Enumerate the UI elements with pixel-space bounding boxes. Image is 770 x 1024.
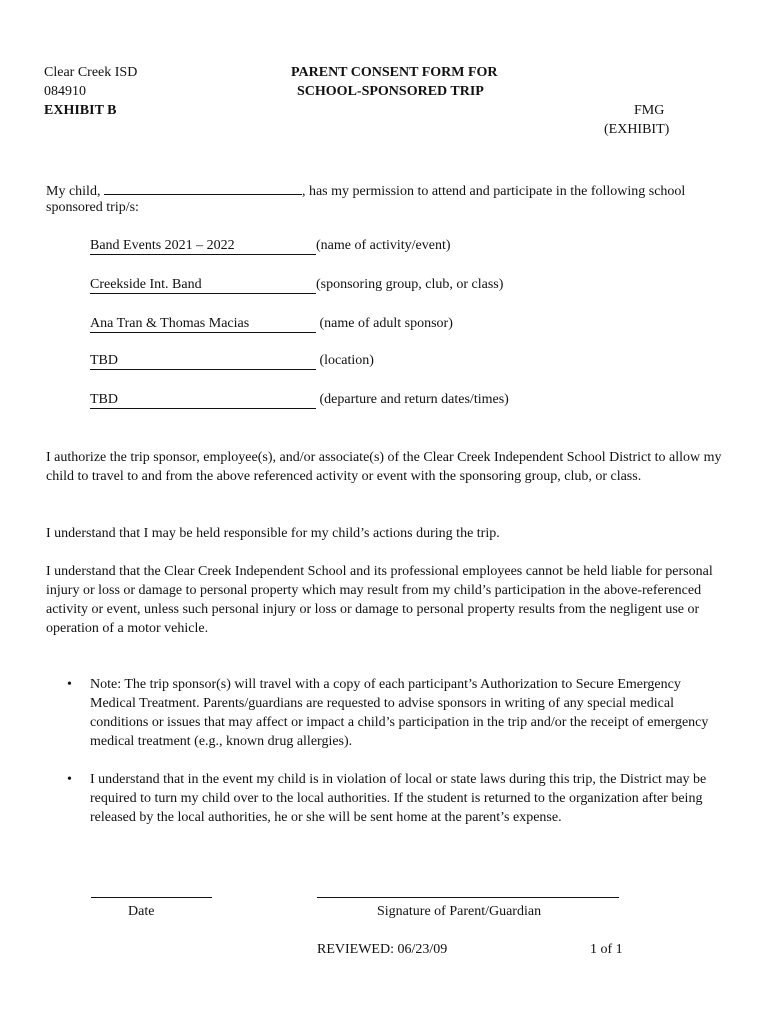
district-code: 084910 — [44, 84, 86, 99]
child-name-field[interactable] — [104, 180, 302, 195]
activity-value[interactable]: Band Events 2021 – 2022 — [90, 238, 316, 255]
intro-prefix: My child, — [46, 184, 101, 199]
field-group — [90, 276, 503, 294]
form-title-line2: SCHOOL-SPONSORED TRIP — [297, 84, 484, 99]
parent-signature-line[interactable] — [317, 897, 619, 898]
bullet-note: Note: The trip sponsor(s) will travel with a copy of each participant’s Authorization to Secure Emergency Medical Treatment. Parents/guardians are requested to advise sponsors in writing of any special medical conditions or issues that may affect or impact a child’s participation in the trip and/or the receipt of emergency medical treatment (e.g., known drug allergies). — [90, 677, 709, 749]
signature-label: Signature of Parent/Guardian — [377, 904, 542, 919]
field-location — [90, 352, 374, 370]
authorize-paragraph: I authorize the trip sponsor, employee(s), and/or associate(s) of the Clear Creek Independent School District to allow my child to travel to and from the above referenced activity or event with the sponsoring group, club, or class. — [46, 450, 722, 484]
exhibit-label: EXHIBIT B — [44, 103, 117, 118]
policy-exhibit: (EXHIBIT) — [604, 122, 670, 137]
sponsor-label: (name of adult sponsor) — [316, 316, 453, 331]
dates-label: (departure and return dates/times) — [316, 392, 509, 407]
responsibility-paragraph: I understand that I may be held responsible for my child’s actions during the trip. — [46, 526, 500, 541]
page-number: 1 of 1 — [590, 942, 623, 957]
activity-label: (name of activity/event) — [316, 238, 451, 253]
location-value[interactable]: TBD — [90, 353, 316, 370]
district-name: Clear Creek ISD — [44, 65, 138, 80]
sponsor-value[interactable]: Ana Tran & Thomas Macias — [90, 316, 316, 333]
group-label: (sponsoring group, club, or class) — [316, 277, 504, 292]
location-label: (location) — [316, 353, 374, 368]
intro-suffix: , has my permission to attend and participate in the following school — [301, 184, 686, 199]
group-value[interactable]: Creekside Int. Band — [90, 277, 316, 294]
dates-value[interactable]: TBD — [90, 392, 316, 409]
field-sponsor — [90, 315, 453, 333]
field-activity — [90, 237, 451, 255]
bullet-law: I understand that in the event my child is in violation of local or state laws during this trip, the District may be required to turn my child over to the local authorities. If the student is returned to the organization after being released by the local authorities, he or she will be sent home at the parent’s expense. — [90, 772, 707, 825]
intro-line2: sponsored trip/s: — [46, 200, 139, 215]
intro-line — [46, 180, 685, 201]
reviewed-date: REVIEWED: 06/23/09 — [317, 942, 448, 957]
policy-code: FMG — [634, 103, 665, 118]
date-label: Date — [128, 904, 155, 919]
liability-paragraph: I understand that the Clear Creek Independent School and its professional employees cannot be held liable for personal injury or loss or damage to personal property which may result from my child’s participation in the above-referenced activity or event, unless such personal injury or loss or damage to personal property results from the negligent use or operation of a motor vehicle. — [46, 564, 713, 636]
bullet-dot: • — [67, 772, 72, 787]
bullet-dot: • — [67, 677, 72, 692]
form-title-line1: PARENT CONSENT FORM FOR — [291, 65, 498, 80]
field-dates — [90, 391, 509, 409]
date-signature-line[interactable] — [91, 897, 212, 898]
